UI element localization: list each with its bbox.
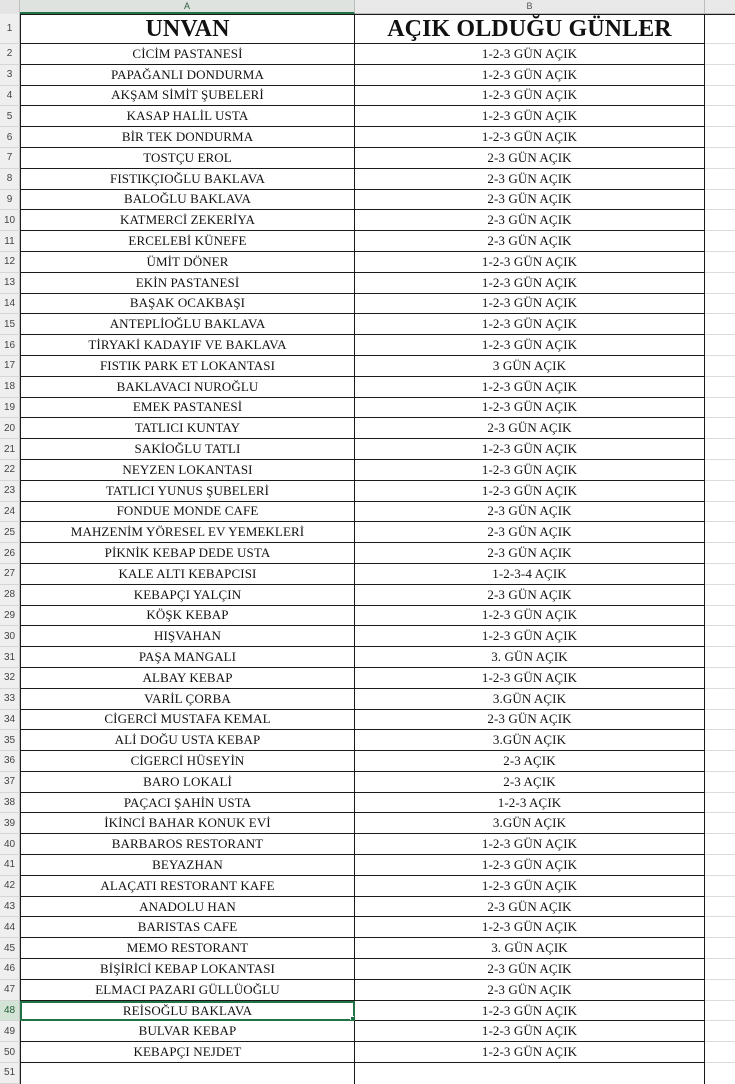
row-number[interactable]: 48: [0, 1001, 20, 1022]
row-number[interactable]: 36: [0, 751, 20, 772]
cell-days[interactable]: 2-3 GÜN AÇIK: [355, 148, 705, 169]
row-number[interactable]: 20: [0, 418, 20, 439]
cell-days[interactable]: 3. GÜN AÇIK: [355, 938, 705, 959]
table-row: [0, 1042, 735, 1063]
empty-cell[interactable]: [705, 522, 735, 543]
cell-days[interactable]: 1-2-3 GÜN AÇIK: [355, 127, 705, 148]
cell-days[interactable]: 2-3 GÜN AÇIK: [355, 231, 705, 252]
cell-days[interactable]: 1-2-3-4 AÇIK: [355, 564, 705, 585]
header-cell-unvan[interactable]: UNVAN: [20, 14, 355, 44]
row-number[interactable]: 32: [0, 668, 20, 689]
table-row: [0, 626, 735, 647]
table-row: [0, 252, 735, 273]
table-row: [0, 439, 735, 460]
cell-unvan[interactable]: TATLICI YUNUS ŞUBELERİ: [20, 481, 355, 502]
cell-days[interactable]: 1-2-3 GÜN AÇIK: [355, 668, 705, 689]
row-number[interactable]: 19: [0, 398, 20, 419]
empty-cell[interactable]: [705, 897, 735, 918]
cell-days[interactable]: 1-2-3 GÜN AÇIK: [355, 314, 705, 335]
cell-days[interactable]: 1-2-3 GÜN AÇIK: [355, 481, 705, 502]
row-number[interactable]: 21: [0, 439, 20, 460]
cell-days[interactable]: 2-3 GÜN AÇIK: [355, 897, 705, 918]
cell-days[interactable]: 2-3 GÜN AÇIK: [355, 543, 705, 564]
cell-unvan[interactable]: FONDUE MONDE CAFE: [20, 502, 355, 523]
cell-days[interactable]: 1-2-3 GÜN AÇIK: [355, 44, 705, 65]
row-number[interactable]: 50: [0, 1042, 20, 1063]
empty-cell[interactable]: [705, 418, 735, 439]
row-number[interactable]: 23: [0, 481, 20, 502]
row-number[interactable]: 5: [0, 106, 20, 127]
row-number[interactable]: 16: [0, 335, 20, 356]
cell-days[interactable]: 1-2-3 GÜN AÇIK: [355, 106, 705, 127]
row-number[interactable]: 15: [0, 314, 20, 335]
table-row: [0, 751, 735, 772]
row-number[interactable]: 44: [0, 917, 20, 938]
cell-unvan[interactable]: CİGERCİ MUSTAFA KEMAL: [20, 710, 355, 731]
cell-unvan[interactable]: BULVAR KEBAP: [20, 1021, 355, 1042]
empty-cell[interactable]: [705, 127, 735, 148]
empty-cell[interactable]: [705, 980, 735, 1001]
empty-cell[interactable]: [705, 190, 735, 211]
empty-cell[interactable]: [705, 148, 735, 169]
cell-unvan[interactable]: BİŞİRİCİ KEBAP LOKANTASI: [20, 959, 355, 980]
cell-unvan[interactable]: KATMERCİ ZEKERİYA: [20, 210, 355, 231]
table-row: [0, 772, 735, 793]
empty-cell[interactable]: [705, 793, 735, 814]
cell-unvan[interactable]: ALİ DOĞU USTA KEBAP: [20, 730, 355, 751]
column-header-bar: [0, 0, 735, 14]
empty-cell[interactable]: [705, 626, 735, 647]
cell-unvan[interactable]: KEBAPÇI YALÇIN: [20, 585, 355, 606]
cell-days[interactable]: 1-2-3 GÜN AÇIK: [355, 398, 705, 419]
row-number[interactable]: 35: [0, 730, 20, 751]
cell-unvan[interactable]: MAHZENİM YÖRESEL EV YEMEKLERİ: [20, 522, 355, 543]
cell-unvan[interactable]: ELMACI PAZARI GÜLLÜOĞLU: [20, 980, 355, 1001]
cell-unvan[interactable]: TİRYAKİ KADAYIF VE BAKLAVA: [20, 335, 355, 356]
row-number[interactable]: 25: [0, 522, 20, 543]
row-number[interactable]: 10: [0, 210, 20, 231]
cell-days[interactable]: 2-3 GÜN AÇIK: [355, 522, 705, 543]
table-row: [0, 210, 735, 231]
table-row: [0, 813, 735, 834]
cell-days[interactable]: 2-3 GÜN AÇIK: [355, 502, 705, 523]
table-row: [0, 273, 735, 294]
row-number[interactable]: 41: [0, 855, 20, 876]
empty-cell[interactable]: [20, 1063, 355, 1084]
empty-cell[interactable]: [705, 834, 735, 855]
empty-cell[interactable]: [705, 730, 735, 751]
cell-days[interactable]: 1-2-3 GÜN AÇIK: [355, 1042, 705, 1063]
table-row: [0, 543, 735, 564]
row-number[interactable]: 29: [0, 606, 20, 627]
cell-unvan[interactable]: ERCELEBİ KÜNEFE: [20, 231, 355, 252]
empty-cell[interactable]: [705, 356, 735, 377]
row-number[interactable]: 4: [0, 86, 20, 107]
table-row: [0, 876, 735, 897]
cell-days[interactable]: 1-2-3 GÜN AÇIK: [355, 460, 705, 481]
cell-unvan[interactable]: AKŞAM SİMİT ŞUBELERİ: [20, 86, 355, 107]
cell-days[interactable]: 1-2-3 GÜN AÇIK: [355, 377, 705, 398]
table-row: [0, 294, 735, 315]
cell-unvan[interactable]: PAPAĞANLI DONDURMA: [20, 65, 355, 86]
empty-cell[interactable]: [705, 710, 735, 731]
column-header-a[interactable]: A: [20, 0, 355, 14]
cell-days[interactable]: 2-3 GÜN AÇIK: [355, 980, 705, 1001]
empty-cell[interactable]: [705, 65, 735, 86]
cell-days[interactable]: 2-3 GÜN AÇIK: [355, 190, 705, 211]
cell-unvan[interactable]: NEYZEN LOKANTASI: [20, 460, 355, 481]
cell-unvan[interactable]: FISTIKÇIOĞLU BAKLAVA: [20, 169, 355, 190]
table-row: [0, 710, 735, 731]
cell-days[interactable]: 1-2-3 GÜN AÇIK: [355, 876, 705, 897]
row-number[interactable]: 28: [0, 585, 20, 606]
row-number[interactable]: 11: [0, 231, 20, 252]
empty-cell[interactable]: [705, 1042, 735, 1063]
empty-cell[interactable]: [705, 210, 735, 231]
cell-unvan[interactable]: REİSOĞLU BAKLAVA: [20, 1001, 355, 1022]
table-row: [0, 834, 735, 855]
cell-days[interactable]: 1-2-3 GÜN AÇIK: [355, 1021, 705, 1042]
cell-days[interactable]: 1-2-3 GÜN AÇIK: [355, 855, 705, 876]
table-row: [0, 418, 735, 439]
table-header-row: [0, 14, 735, 44]
row-number[interactable]: 17: [0, 356, 20, 377]
row-number[interactable]: 2: [0, 44, 20, 65]
empty-cell[interactable]: [705, 44, 735, 65]
cell-unvan[interactable]: CİGERCİ HÜSEYİN: [20, 751, 355, 772]
cell-days[interactable]: 2-3 GÜN AÇIK: [355, 210, 705, 231]
table-row: [0, 959, 735, 980]
cell-unvan[interactable]: ALAÇATI RESTORANT KAFE: [20, 876, 355, 897]
cell-unvan[interactable]: VARİL ÇORBA: [20, 689, 355, 710]
cell-days[interactable]: 1-2-3 GÜN AÇIK: [355, 439, 705, 460]
empty-cell[interactable]: [705, 813, 735, 834]
cell-unvan[interactable]: CİCİM PASTANESİ: [20, 44, 355, 65]
row-number[interactable]: 14: [0, 294, 20, 315]
empty-cell[interactable]: [705, 668, 735, 689]
cell-unvan[interactable]: FISTIK PARK ET LOKANTASI: [20, 356, 355, 377]
empty-cell[interactable]: [705, 294, 735, 315]
table-row: [0, 855, 735, 876]
cell-days[interactable]: 2-3 GÜN AÇIK: [355, 710, 705, 731]
cell-unvan[interactable]: BALOĞLU BAKLAVA: [20, 190, 355, 211]
table-row: [0, 314, 735, 335]
cell-unvan[interactable]: ANTEPLİOĞLU BAKLAVA: [20, 314, 355, 335]
cell-days[interactable]: 1-2-3 GÜN AÇIK: [355, 1001, 705, 1022]
cell-unvan[interactable]: EMEK PASTANESİ: [20, 398, 355, 419]
row-number[interactable]: 38: [0, 793, 20, 814]
row-number[interactable]: 34: [0, 710, 20, 731]
cell-unvan[interactable]: EKİN PASTANESİ: [20, 273, 355, 294]
cell-unvan[interactable]: KASAP HALİL USTA: [20, 106, 355, 127]
empty-cell[interactable]: [705, 938, 735, 959]
empty-cell[interactable]: [705, 855, 735, 876]
empty-cell[interactable]: [705, 751, 735, 772]
row-number[interactable]: 3: [0, 65, 20, 86]
empty-cell[interactable]: [705, 273, 735, 294]
empty-row: [0, 1063, 735, 1084]
cell-days[interactable]: 1-2-3 GÜN AÇIK: [355, 294, 705, 315]
spreadsheet-grid: [0, 14, 735, 1084]
table-row: [0, 335, 735, 356]
row-number[interactable]: 7: [0, 148, 20, 169]
cell-unvan[interactable]: PAÇACI ŞAHİN USTA: [20, 793, 355, 814]
cell-days[interactable]: 3. GÜN AÇIK: [355, 647, 705, 668]
table-row: [0, 65, 735, 86]
cell-unvan[interactable]: BİR TEK DONDURMA: [20, 127, 355, 148]
row-number[interactable]: 27: [0, 564, 20, 585]
table-row: [0, 1001, 735, 1022]
row-number[interactable]: 45: [0, 938, 20, 959]
cell-unvan[interactable]: ANADOLU HAN: [20, 897, 355, 918]
empty-cell[interactable]: [705, 876, 735, 897]
empty-cell[interactable]: [705, 647, 735, 668]
cell-unvan[interactable]: BARISTAS CAFE: [20, 917, 355, 938]
cell-days[interactable]: 1-2-3 GÜN AÇIK: [355, 273, 705, 294]
row-number[interactable]: 9: [0, 190, 20, 211]
table-row: [0, 169, 735, 190]
row-number[interactable]: 12: [0, 252, 20, 273]
cell-days[interactable]: 2-3 GÜN AÇIK: [355, 418, 705, 439]
cell-days[interactable]: 2-3 GÜN AÇIK: [355, 169, 705, 190]
cell-unvan[interactable]: PAŞA MANGALI: [20, 647, 355, 668]
row-number[interactable]: 33: [0, 689, 20, 710]
select-all-corner[interactable]: [0, 0, 20, 14]
empty-cell[interactable]: [705, 377, 735, 398]
table-row: [0, 1021, 735, 1042]
table-row: [0, 502, 735, 523]
empty-cell[interactable]: [355, 1063, 705, 1084]
row-number[interactable]: 42: [0, 876, 20, 897]
cell-days[interactable]: 2-3 AÇIK: [355, 772, 705, 793]
empty-cell[interactable]: [705, 460, 735, 481]
cell-days[interactable]: 1-2-3 GÜN AÇIK: [355, 335, 705, 356]
row-number[interactable]: 1: [0, 14, 20, 44]
cell-days[interactable]: 1-2-3 GÜN AÇIK: [355, 606, 705, 627]
cell-days[interactable]: 2-3 AÇIK: [355, 751, 705, 772]
row-number[interactable]: 43: [0, 897, 20, 918]
cell-days[interactable]: 1-2-3 GÜN AÇIK: [355, 86, 705, 107]
row-number[interactable]: 18: [0, 377, 20, 398]
table-row: [0, 606, 735, 627]
cell-days[interactable]: 2-3 GÜN AÇIK: [355, 959, 705, 980]
table-row: [0, 44, 735, 65]
row-number[interactable]: 13: [0, 273, 20, 294]
row-number[interactable]: 51: [0, 1063, 20, 1084]
row-number[interactable]: 40: [0, 834, 20, 855]
table-row: [0, 564, 735, 585]
empty-cell[interactable]: [705, 86, 735, 107]
table-row: [0, 106, 735, 127]
row-number[interactable]: 22: [0, 460, 20, 481]
empty-cell[interactable]: [705, 564, 735, 585]
empty-cell[interactable]: [705, 439, 735, 460]
empty-cell[interactable]: [705, 398, 735, 419]
row-number[interactable]: 30: [0, 626, 20, 647]
row-number[interactable]: 37: [0, 772, 20, 793]
cell-unvan[interactable]: SAKİOĞLU TATLI: [20, 439, 355, 460]
table-row: [0, 917, 735, 938]
table-row: [0, 730, 735, 751]
table-row: [0, 190, 735, 211]
empty-cell[interactable]: [705, 917, 735, 938]
cell-unvan[interactable]: BAŞAK OCAKBAŞI: [20, 294, 355, 315]
cell-unvan[interactable]: TATLICI KUNTAY: [20, 418, 355, 439]
table-row: [0, 938, 735, 959]
header-cell-days[interactable]: AÇIK OLDUĞU GÜNLER: [355, 14, 705, 44]
table-row: [0, 86, 735, 107]
table-row: [0, 585, 735, 606]
table-row: [0, 897, 735, 918]
empty-cell[interactable]: [705, 169, 735, 190]
cell-unvan[interactable]: KALE ALTI KEBAPCISI: [20, 564, 355, 585]
empty-cell[interactable]: [705, 543, 735, 564]
table-row: [0, 522, 735, 543]
empty-cell[interactable]: [705, 1021, 735, 1042]
table-row: [0, 689, 735, 710]
empty-cell[interactable]: [705, 314, 735, 335]
cell-days[interactable]: 1-2-3 GÜN AÇIK: [355, 917, 705, 938]
empty-cell[interactable]: [705, 252, 735, 273]
table-row: [0, 647, 735, 668]
empty-cell[interactable]: [705, 1001, 735, 1022]
cell-days[interactable]: 2-3 GÜN AÇIK: [355, 585, 705, 606]
empty-cell[interactable]: [705, 14, 735, 44]
cell-unvan[interactable]: KEBAPÇI NEJDET: [20, 1042, 355, 1063]
cell-days[interactable]: 1-2-3 GÜN AÇIK: [355, 834, 705, 855]
row-number[interactable]: 8: [0, 169, 20, 190]
cell-days[interactable]: 1-2-3 GÜN AÇIK: [355, 626, 705, 647]
table-row: [0, 356, 735, 377]
cell-days[interactable]: 1-2-3 GÜN AÇIK: [355, 65, 705, 86]
cell-unvan[interactable]: BAKLAVACI NUROĞLU: [20, 377, 355, 398]
empty-cell[interactable]: [705, 606, 735, 627]
empty-cell[interactable]: [705, 481, 735, 502]
cell-unvan[interactable]: ALBAY KEBAP: [20, 668, 355, 689]
empty-cell[interactable]: [705, 335, 735, 356]
table-row: [0, 460, 735, 481]
cell-unvan[interactable]: PİKNİK KEBAP DEDE USTA: [20, 543, 355, 564]
row-number[interactable]: 24: [0, 502, 20, 523]
row-number[interactable]: 6: [0, 127, 20, 148]
cell-days[interactable]: 1-2-3 GÜN AÇIK: [355, 252, 705, 273]
table-row: [0, 127, 735, 148]
row-number[interactable]: 31: [0, 647, 20, 668]
column-header-c[interactable]: [705, 0, 735, 14]
empty-cell[interactable]: [705, 772, 735, 793]
cell-unvan[interactable]: BARBAROS RESTORANT: [20, 834, 355, 855]
table-row: [0, 231, 735, 252]
cell-unvan[interactable]: MEMO RESTORANT: [20, 938, 355, 959]
row-number[interactable]: 39: [0, 813, 20, 834]
cell-days[interactable]: 1-2-3 AÇIK: [355, 793, 705, 814]
cell-unvan[interactable]: KÖŞK KEBAP: [20, 606, 355, 627]
cell-unvan[interactable]: İKİNCİ BAHAR KONUK EVİ: [20, 813, 355, 834]
row-number[interactable]: 49: [0, 1021, 20, 1042]
table-row: [0, 793, 735, 814]
cell-days[interactable]: 3.GÜN AÇIK: [355, 730, 705, 751]
empty-cell[interactable]: [705, 959, 735, 980]
empty-cell[interactable]: [705, 106, 735, 127]
empty-cell[interactable]: [705, 689, 735, 710]
empty-cell[interactable]: [705, 231, 735, 252]
table-row: [0, 481, 735, 502]
table-row: [0, 377, 735, 398]
cell-unvan[interactable]: HIŞVAHAN: [20, 626, 355, 647]
cell-unvan[interactable]: BEYAZHAN: [20, 855, 355, 876]
row-number[interactable]: 46: [0, 959, 20, 980]
cell-unvan[interactable]: ÜMİT DÖNER: [20, 252, 355, 273]
cell-unvan[interactable]: BARO LOKALİ: [20, 772, 355, 793]
cell-days[interactable]: 3.GÜN AÇIK: [355, 689, 705, 710]
empty-cell[interactable]: [705, 502, 735, 523]
cell-unvan[interactable]: TOSTÇU EROL: [20, 148, 355, 169]
table-row: [0, 398, 735, 419]
cell-days[interactable]: 3 GÜN AÇIK: [355, 356, 705, 377]
table-row: [0, 148, 735, 169]
table-row: [0, 980, 735, 1001]
column-header-b[interactable]: B: [355, 0, 705, 14]
row-number[interactable]: 47: [0, 980, 20, 1001]
cell-days[interactable]: 3.GÜN AÇIK: [355, 813, 705, 834]
row-number[interactable]: 26: [0, 543, 20, 564]
table-row: [0, 668, 735, 689]
empty-cell[interactable]: [705, 585, 735, 606]
